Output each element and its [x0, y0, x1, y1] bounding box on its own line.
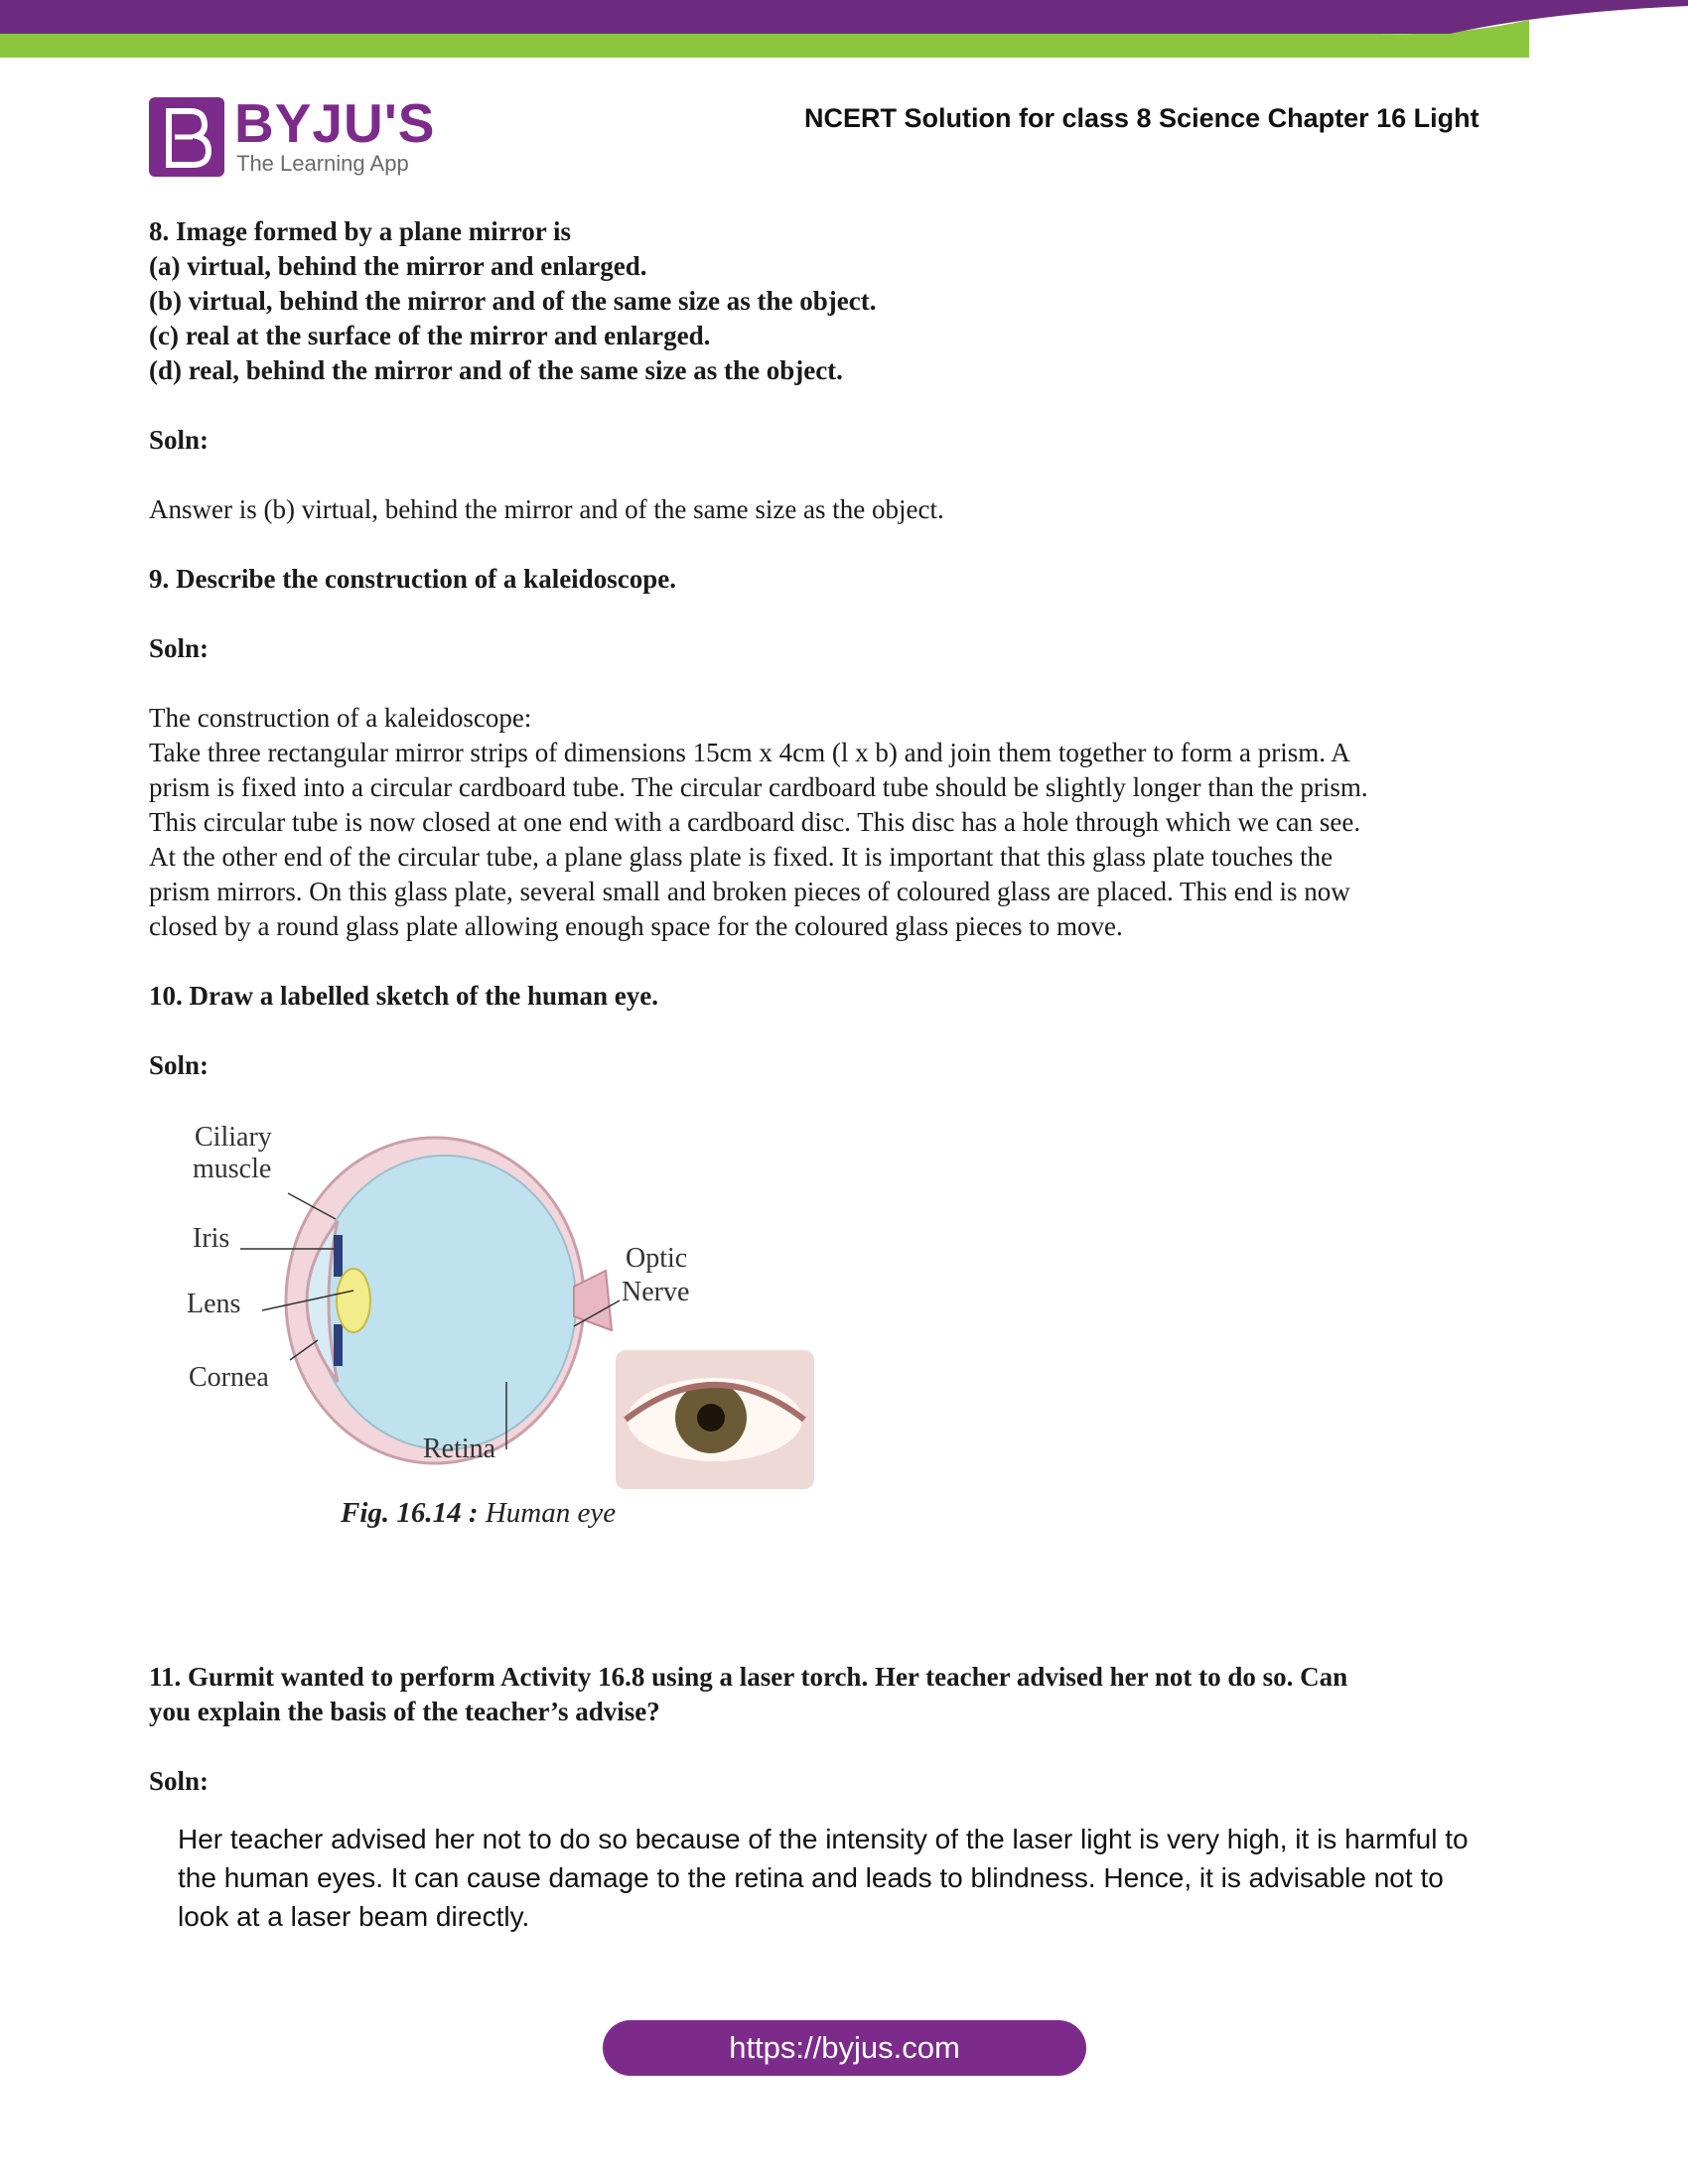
q8-soln-label: Soln:: [149, 425, 210, 455]
label-lens: Lens: [187, 1289, 241, 1319]
q8-option-a: (a) virtual, behind the mirror and enlarged.: [149, 251, 647, 281]
q11-question-line2: you explain the basis of the teacher’s advise?: [149, 1697, 660, 1726]
figure-caption-title: Human eye: [485, 1497, 617, 1529]
logo-mark-icon: [149, 97, 224, 177]
byjus-logo: [149, 92, 447, 179]
q11-question-line1: 11. Gurmit wanted to perform Activity 16.8 using a laser torch. Her teacher advised her not to do so. Can: [149, 1662, 1348, 1692]
label-cornea: Cornea: [189, 1362, 269, 1393]
q9-body-line: prism is fixed into a circular cardboard tube. The circular cardboard tube should be slightly longer than the prism.: [149, 772, 1368, 802]
label-retina: Retina: [423, 1433, 496, 1464]
q9-question: 9. Describe the construction of a kaleidoscope.: [149, 564, 676, 594]
label-ciliary-muscle-line1: Ciliary: [195, 1122, 272, 1153]
eye-iris-bottom: [334, 1324, 343, 1366]
q11-answer-line: look at a laser beam directly.: [178, 1901, 530, 1932]
q11-answer-line: Her teacher advised her not to do so because of the intensity of the laser light is very high, it is harmful to: [178, 1824, 1469, 1854]
q11-soln-label: Soln:: [149, 1766, 210, 1796]
q9-body-line: At the other end of the circular tube, a plane glass plate is fixed. It is important that this glass plate touches the: [149, 842, 1334, 872]
label-iris: Iris: [193, 1223, 230, 1254]
header-banner: [0, 0, 1688, 60]
brand-name: BYJU'S: [234, 92, 436, 154]
eye-iris-top: [334, 1235, 343, 1277]
q8-answer: Answer is (b) virtual, behind the mirror and of the same size as the object.: [149, 494, 944, 524]
human-eye-figure: [159, 1122, 854, 1549]
q9-body-line: This circular tube is now closed at one end with a cardboard disc. This disc has a hole through which we can see.: [149, 807, 1361, 837]
q9-soln-label: Soln:: [149, 633, 210, 663]
label-ciliary-muscle-line2: muscle: [193, 1154, 272, 1184]
eye-lens: [337, 1269, 370, 1332]
q8-option-d: (d) real, behind the mirror and of the same size as the object.: [149, 355, 843, 385]
q10-question: 10. Draw a labelled sketch of the human eye.: [149, 981, 658, 1011]
q8-option-c: (c) real at the surface of the mirror and enlarged.: [149, 321, 711, 350]
q9-body-line: closed by a round glass plate allowing enough space for the coloured glass pieces to move.: [149, 911, 1123, 941]
eye-photo-pupil: [697, 1404, 725, 1432]
label-optic-nerve-line1: Optic: [626, 1243, 688, 1274]
figure-caption: [341, 1497, 616, 1530]
label-optic-nerve-line2: Nerve: [622, 1277, 690, 1307]
header-purple-stripe: [0, 0, 1688, 34]
q10-soln-label: Soln:: [149, 1050, 210, 1080]
page-title: NCERT Solution for class 8 Science Chapter 16 Light: [804, 103, 1479, 133]
eye-diagram: [159, 1122, 854, 1549]
q9-body-line: prism mirrors. On this glass plate, several small and broken pieces of coloured glass are placed. This end is now: [149, 877, 1350, 906]
footer-url-link[interactable]: https://byjus.com: [603, 2020, 1086, 2076]
q9-intro: The construction of a kaleidoscope:: [149, 703, 532, 733]
q8-option-b: (b) virtual, behind the mirror and of the same size as the object.: [149, 286, 877, 316]
q8-question: 8. Image formed by a plane mirror is: [149, 216, 571, 246]
q9-body-line: Take three rectangular mirror strips of dimensions 15cm x 4cm (l x b) and join them together to form a prism. A: [149, 738, 1350, 767]
figure-caption-number: Fig. 16.14 :: [341, 1497, 479, 1529]
brand-tagline: The Learning App: [236, 151, 409, 176]
q11-answer-line: the human eyes. It can cause damage to the retina and leads to blindness. Hence, it is advisable not to: [178, 1862, 1444, 1893]
